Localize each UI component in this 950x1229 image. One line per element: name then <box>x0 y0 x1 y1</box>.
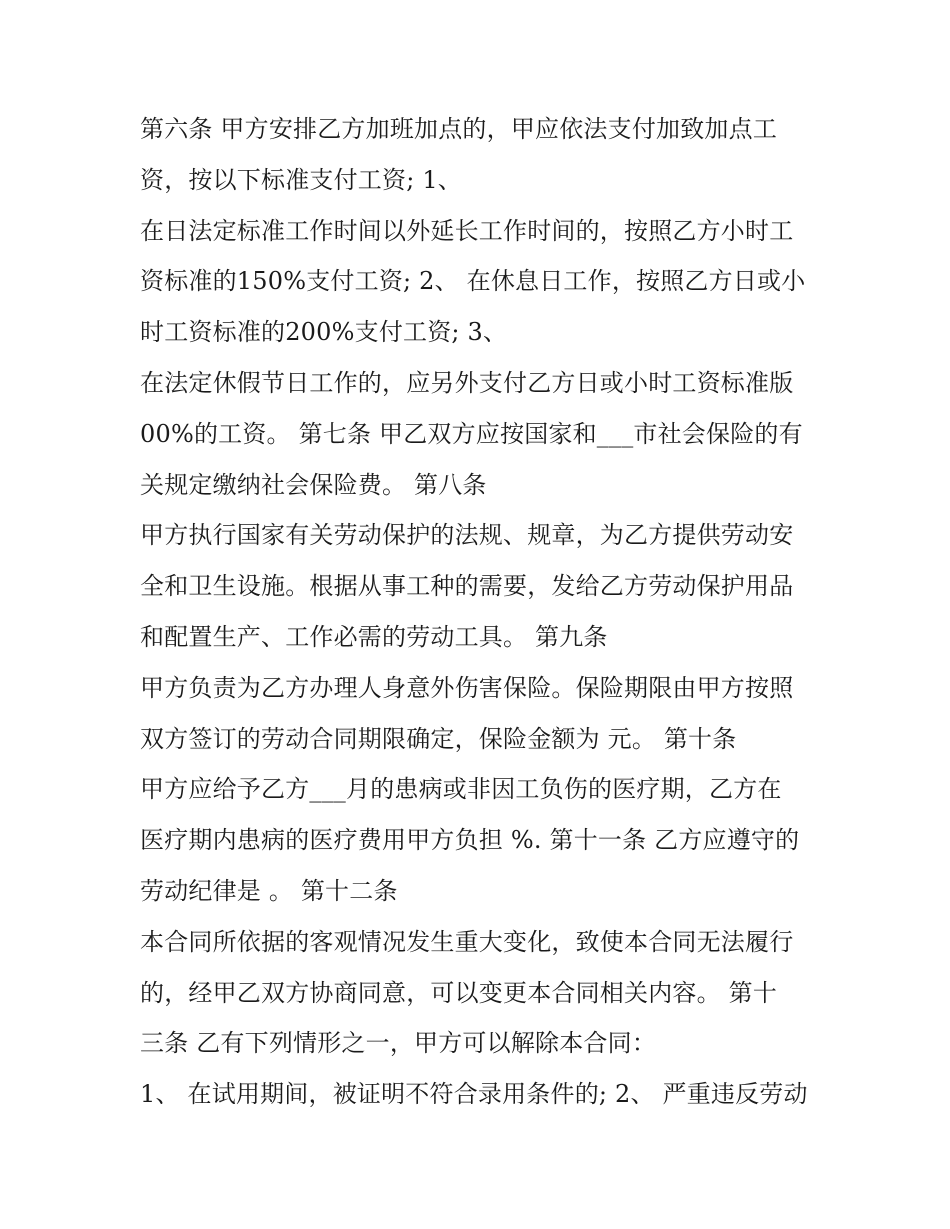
text-line: 关规定缴纳社会保险费。 第八条 <box>140 470 487 499</box>
text-line: 的，经甲乙双方协商同意，可以变更本合同相关内容。 第十 <box>140 978 778 1007</box>
text-line: 三条 乙有下列情形之一，甲方可以解除本合同： <box>140 1029 657 1058</box>
text-line: 第六条 甲方安排乙方加班加点的，甲应依法支付加致加点工 <box>140 115 778 143</box>
text-line: 资，按以下标准支付工资; 1、 <box>140 165 462 194</box>
text-line: 资标准的150%支付工资; 2、 在休息日工作，按照乙方日或小 <box>140 267 806 296</box>
text-line: 1、 在试用期间，被证明不符合录用条件的; 2、 严重违反劳动 <box>140 1080 808 1109</box>
text-line: 在法定休假节日工作的，应另外支付乙方日或小时工资标准版 <box>140 368 794 397</box>
text-line: 医疗期内患病的医疗费用甲方负担 %. 第十一条 乙方应遵守的 <box>140 826 800 855</box>
text-line: 和配置生产、工作必需的劳动工具。 第九条 <box>140 622 608 651</box>
text-line: 劳动纪律是 。 第十二条 <box>140 876 398 905</box>
text-line: 在日法定标准工作时间以外延长工作时间的，按照乙方小时工 <box>140 216 794 245</box>
text-line: 本合同所依据的客观情况发生重大变化，致使本合同无法履行 <box>140 927 794 956</box>
contract-text <box>140 104 820 1120</box>
text-line: 甲方负责为乙方办理人身意外伤害保险。保险期限由甲方按照 <box>140 673 794 702</box>
text-line: 00%的工资。 第七条 甲乙双方应按国家和___市社会保险的有 <box>140 419 803 448</box>
text-line: 双方签订的劳动合同期限确定，保险金额为 元。 第十条 <box>140 724 737 753</box>
text-line: 甲方应给予乙方___月的患病或非因工负伤的医疗期，乙方在 <box>140 775 782 804</box>
text-line: 时工资标准的200%支付工资; 3、 <box>140 318 508 347</box>
text-line: 全和卫生设施。根据从事工种的需要，发给乙方劳动保护用品 <box>140 572 794 601</box>
text-line: 甲方执行国家有关劳动保护的法规、规章，为乙方提供劳动安 <box>140 521 794 550</box>
